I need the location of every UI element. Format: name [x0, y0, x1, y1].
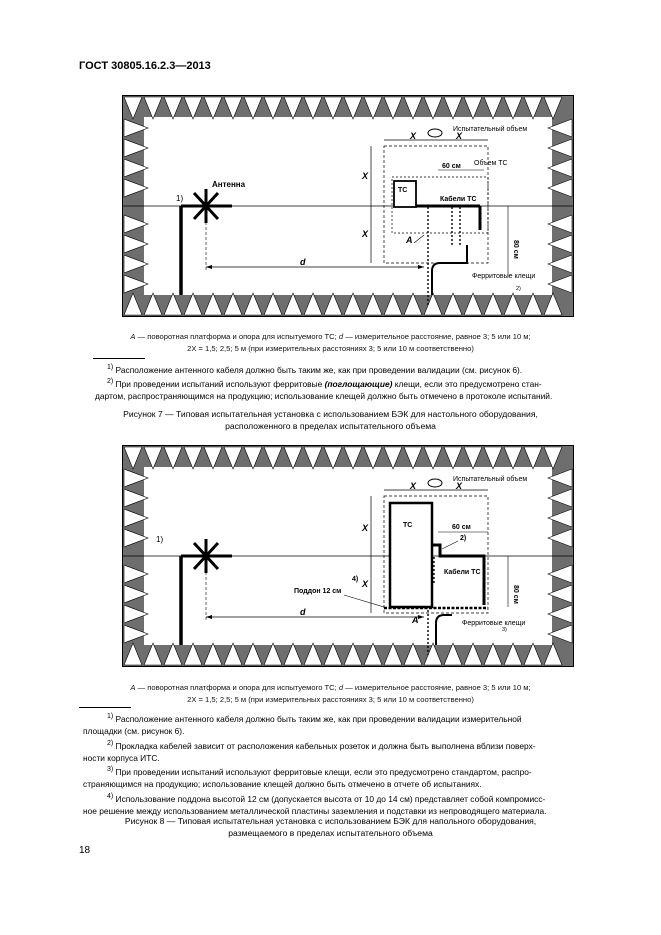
footnote-ref-2-8: 2) [460, 535, 467, 542]
dist60-label-7: 60 см [442, 163, 461, 170]
figure-8-diagram [122, 445, 574, 667]
figure-7-svg [122, 95, 574, 317]
test-volume-label-7: Испытательный объем [453, 126, 528, 133]
ferrite-sup-7: 2) [516, 286, 521, 292]
document-header: ГОСТ 30805.16.2.3—2013 [79, 60, 211, 72]
x-left-bottom-8: X [362, 579, 369, 589]
distance-d-label-7: d [300, 257, 306, 267]
footnote-ref-1-7: 1) [176, 194, 184, 203]
eut-box-8 [390, 503, 432, 607]
figure-7-footnotes: $^{1)}$ Расположение антенного кабеля должно быть таким же, как при проведении валидации (см. рисунок 6). $^{2)}$ При проведении испытаний используют ферритовые (поглощающие) клещи, если это предусмотрено стан- дартом, распространяющимся на продукцию; использование клещей должно быть отмечено в протоколе испытаний. [95, 364, 553, 402]
page-number: 18 [79, 845, 91, 856]
distance-d-label-8: d [300, 607, 306, 617]
cables-label-7: Кабели ТС [440, 196, 477, 203]
x-left-bottom-7: X [362, 229, 369, 239]
floor-label-8: Поддон 12 см [294, 588, 342, 595]
dist80-label-7: 80 см [512, 240, 519, 259]
figure-8-svg [122, 445, 574, 667]
eut-box-7 [394, 181, 416, 207]
eut-volume-label-7: Объем ТС [474, 160, 508, 167]
x-left-top-8: X [362, 523, 369, 533]
x-top-right-7: X [456, 131, 463, 141]
figure-7-caption: Рисунок 7 — Типовая испытательная установка с использованием БЭК для настольного оборудования, расположенного в пределах испытательного объема [123, 409, 538, 431]
eut-label-7: ТС [398, 187, 408, 194]
eut-label-8: ТС [403, 522, 413, 529]
figure-8-legend: A — поворотная платформа и опора для испытуемого ТС; d — измерительное расстояние, равное 3; 5 или 10 м; 2X = 1,5; 2,5; 5 м (при измерительных расстояниях 3; 5 или 10 м соответственно) [130, 683, 531, 704]
x-left-top-7: X [362, 171, 369, 181]
turntable-a-label-8: A [412, 615, 419, 625]
footnote-ref-1-8: 1) [156, 535, 164, 544]
test-volume-label-8: Испытательный объем [453, 476, 528, 483]
ferrite-label-7: Ферритовые клещи [472, 273, 536, 280]
footnote-rule-7 [93, 358, 145, 359]
figure-8-caption: Рисунок 8 — Типовая испытательная установка с использованием БЭК для напольного оборудования, размещаемого в пределах испытательного объема [124, 816, 537, 838]
figure-8-footnotes: $^{1)}$ Расположение антенного кабеля должно быть таким же, как при проведении валидации измерительной площадки (см. рисунок 6). $^{2)}$ Прокладка кабелей зависит от расположения кабельных розеток и должна быть выполнена вблизи поверх- ности корпуса ИТС. $^{3)}$ При проведении испытаний используют ферритовые клещи, если это предусмотрено стандартом, распро- страняющимся на продукцию; использование клещей должно быть отмечено в отчете об испытаниях. $^{4)}$ Использование поддона высотой 12 см (допускается высота от 10 до 14 см) представляет собой компромисс- ное решение между использованием металлической пластины заземления и подставки из непроводящего материала. [83, 713, 547, 817]
antenna-label-7: Антенна [212, 180, 246, 189]
x-top-right-8: X [456, 481, 463, 491]
figure-7-diagram [122, 95, 574, 317]
cables-label-8: Кабели ТС [444, 569, 481, 576]
turntable-a-label-7: A [406, 235, 413, 245]
figure-7-legend: A — поворотная платформа и опора для испытуемого ТС; d — измерительное расстояние, равное 3; 5 или 10 м; 2X = 1,5; 2,5; 5 м (при измерительных расстояниях 3; 5 или 10 м соответственно) [130, 332, 531, 353]
dist60-label-8: 60 см [452, 524, 471, 531]
footnote-ref-4-8: 4) [352, 576, 359, 583]
x-top-left-7: X [410, 131, 417, 141]
footnote-rule-8 [79, 707, 131, 708]
ferrite-sup-8: 3) [502, 627, 507, 633]
x-top-left-8: X [410, 481, 417, 491]
dist80-label-8: 80 см [512, 585, 519, 604]
ferrite-label-8: Ферритовые клещи [462, 620, 526, 627]
